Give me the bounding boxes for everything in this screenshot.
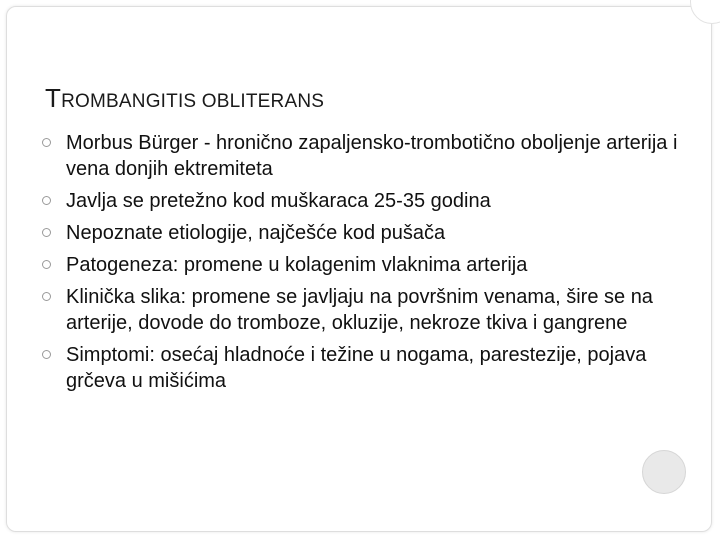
bullet-circle-icon (42, 138, 51, 147)
bullet-list (42, 130, 702, 400)
list-item-text: Klinička slika: promene se javljaju na površnim venama, šire se na arterije, dovode do tromboze, okluzije, nekroze tkiva i gangrene (66, 286, 653, 334)
corner-decoration-circle-bottom (642, 450, 686, 494)
list-item-text: Javlja se pretežno kod muškaraca 25-35 godina (66, 190, 491, 212)
list-item-text: Morbus Bürger - hronično zapaljensko-trombotično oboljenje arterija i vena donjih ektremiteta (66, 132, 678, 180)
list-item (42, 252, 702, 278)
list-item (42, 188, 702, 214)
bullet-circle-icon (42, 228, 51, 237)
list-item (42, 284, 702, 336)
bullet-circle-icon (42, 292, 51, 301)
list-item-text: Patogeneza: promene u kolagenim vlaknima arterija (66, 254, 528, 276)
bullet-circle-icon (42, 350, 51, 359)
list-item (42, 220, 702, 246)
slide-title (45, 78, 324, 115)
list-item (42, 342, 702, 394)
slide-title-first-letter: T (45, 83, 62, 113)
slide-title-rest: ROMBANGITIS OBLITERANS (61, 91, 325, 112)
bullet-circle-icon (42, 196, 51, 205)
bullet-circle-icon (42, 260, 51, 269)
list-item (42, 130, 702, 182)
list-item-text: Simptomi: osećaj hladnoće i težine u nogama, parestezije, pojava grčeva u mišićima (66, 344, 647, 392)
list-item-text: Nepoznate etiologije, najčešće kod pušača (66, 222, 446, 244)
